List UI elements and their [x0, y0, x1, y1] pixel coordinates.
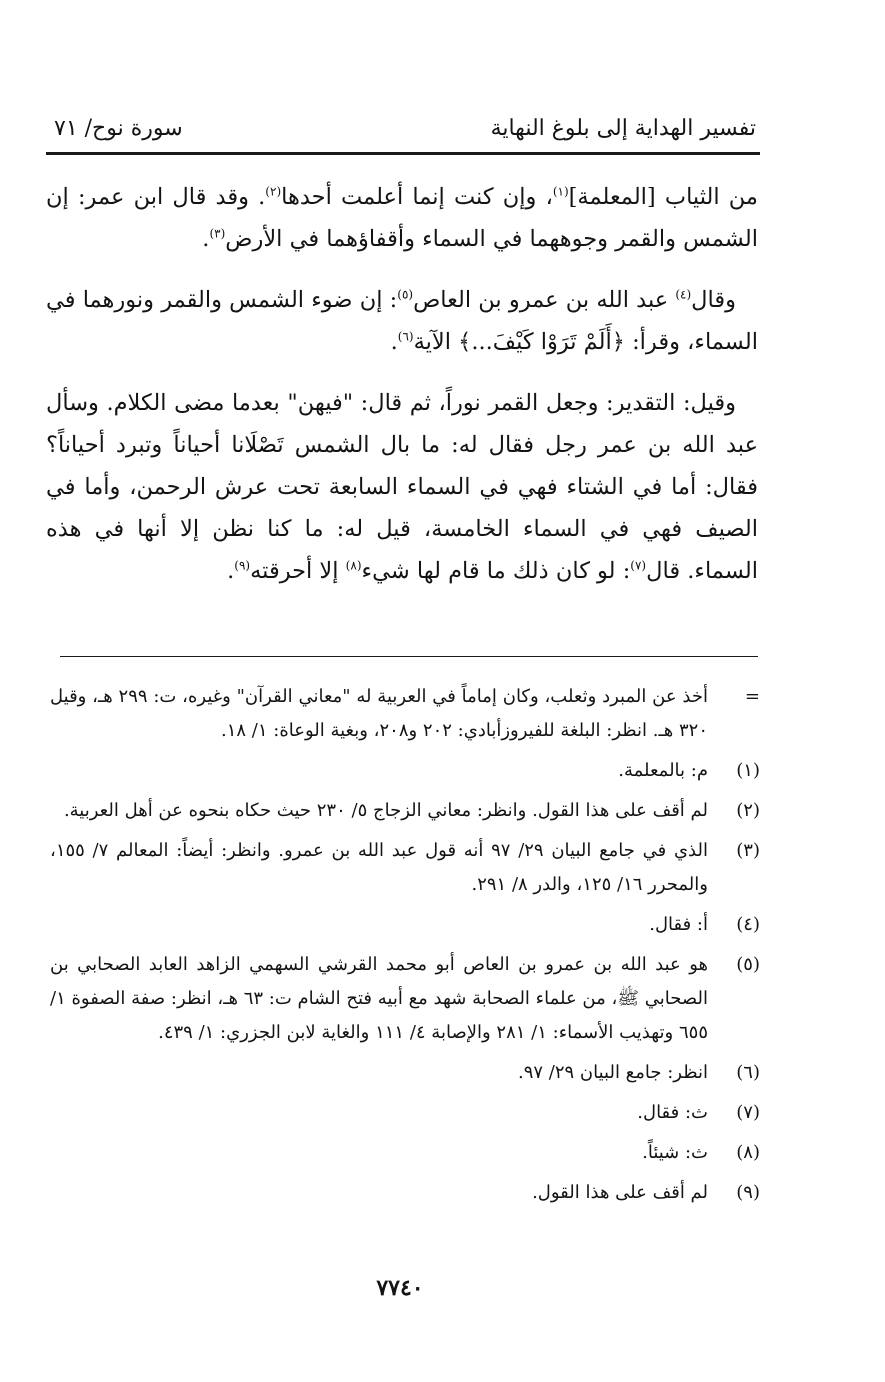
footnote-number: (٨) — [736, 1142, 760, 1163]
footnote-number: (٣) — [736, 840, 760, 861]
footnote-marker: (٥) — [397, 287, 414, 302]
footnotes-section — [50, 680, 760, 1216]
footnote-marker: (٣) — [209, 226, 226, 241]
book-title: تفسير الهداية إلى بلوغ النهاية — [490, 116, 756, 141]
footnote-divider — [60, 656, 758, 657]
footnote-marker: (٩) — [234, 558, 251, 573]
footnote-marker: (٦) — [397, 329, 414, 344]
main-text — [46, 176, 758, 611]
footnote-1 — [50, 754, 760, 788]
footnote-marker: (٨) — [345, 558, 362, 573]
footnote-number: (٧) — [736, 1102, 760, 1123]
footnote-text: انظر: جامع البيان ٢٩/ ٩٧. — [517, 1062, 708, 1083]
footnote-2 — [50, 794, 760, 828]
footnote-text: ث: شيئاً. — [642, 1142, 708, 1163]
footnote-marker: (٤) — [675, 287, 692, 302]
footnote-8 — [50, 1136, 760, 1170]
footnote-marker: (٧) — [630, 558, 647, 573]
footnote-5 — [50, 948, 760, 1050]
surah-label: سورة نوح/ ٧١ — [54, 116, 183, 141]
footnote-text: ث: فقال. — [637, 1102, 708, 1123]
footnote-marker: (١) — [552, 184, 569, 199]
footnote-text: الذي في جامع البيان ٢٩/ ٩٧ أنه قول عبد الله بن عمرو. وانظر: أيضاً: المعالم ٧/ ١٥٥، والمحرر ١٦/ ١٢٥، والدر ٨/ ٢٩١. — [50, 840, 708, 895]
footnote-number: = — [744, 686, 760, 707]
running-header — [46, 112, 760, 152]
footnote-number: (٤) — [736, 914, 760, 935]
footnote-number: (٢) — [736, 800, 760, 821]
footnote-text: هو عبد الله بن عمرو بن العاص أبو محمد القرشي السهمي الزاهد العابد الصحابي بن الصحابي ﷺ، من علماء الصحابة شهد مع أبيه فتح الشام ت: ٦٣ هـ، انظر: صفة الصفوة ١/ ٦٥٥ وتهذيب الأسماء: ١/ ٢٨١ والإصابة ٤/ ١١١ والغاية لابن الجزري: ١/ ٤٣٩. — [50, 954, 708, 1043]
footnote-text: لم أقف على هذا القول. — [532, 1182, 708, 1203]
footnote-number: (٥) — [736, 954, 760, 975]
page-number: ٧٧٤٠ — [376, 1275, 424, 1301]
footnote-4 — [50, 908, 760, 942]
footnote-text: م: بالمعلمة. — [618, 760, 708, 781]
footnote-7 — [50, 1096, 760, 1130]
footnote-3 — [50, 834, 760, 902]
footnote-continuation — [50, 680, 760, 748]
footnote-text: لم أقف على هذا القول. وانظر: معاني الزجاج ٥/ ٢٣٠ حيث حكاه بنحوه عن أهل العربية. — [63, 800, 708, 821]
footnote-6 — [50, 1056, 760, 1090]
paragraph-3: وقيل: التقدير: وجعل القمر نوراً، ثم قال: "فيهن" بعدما مضى الكلام. وسأل عبد الله بن عمر رجل فقال له: ما بال الشمس تَصْلَانا أحياناً وتبرد أحياناً؟ فقال: أما في الشتاء فهي في السماء السابعة تحت عرش الرحمن، وأما في الصيف فهي في السماء الخامسة، قيل له: ما كنا نظن إلا أنها في هذه السماء. قال$^{(٧)}$: لو كان ذلك ما قام لها شيء$^{(٨)}$ إلا أحرقته$^{(٩)}$. — [46, 390, 758, 584]
footnote-text: أ: فقال. — [649, 914, 708, 935]
footnote-number: (٦) — [736, 1062, 760, 1083]
footnote-9 — [50, 1176, 760, 1210]
paragraph-2: وقال$^{(٤)}$ عبد الله بن عمرو بن العاص$^{(٥)}$: إن ضوء الشمس والقمر ونورهما في السماء، وقرأ: ﴿أَلَمْ تَرَوْا كَيْفَ...﴾ الآية$^{(٦)}$. — [46, 287, 758, 355]
footnote-number: (١) — [736, 760, 760, 781]
paragraph-1: من الثياب [المعلمة]$^{(١)}$، وإن كنت إنما أعلمت أحدها$^{(٢)}$. وقد قال ابن عمر: إن الشمس والقمر وجوههما في السماء وأقفاؤهما في الأرض$^{(٣)}$. — [46, 184, 758, 252]
header-divider — [46, 152, 760, 155]
footnote-text: أخذ عن المبرد وثعلب، وكان إماماً في العربية له "معاني القرآن" وغيره، ت: ٢٩٩ هـ، وقيل ٣٢٠ هـ. انظر: البلغة للفيروزأبادي: ٢٠٢ و٢٠٨، وبغية الوعاة: ١/ ١٨. — [50, 686, 708, 741]
footnote-number: (٩) — [736, 1182, 760, 1203]
footnote-marker: (٢) — [265, 184, 282, 199]
